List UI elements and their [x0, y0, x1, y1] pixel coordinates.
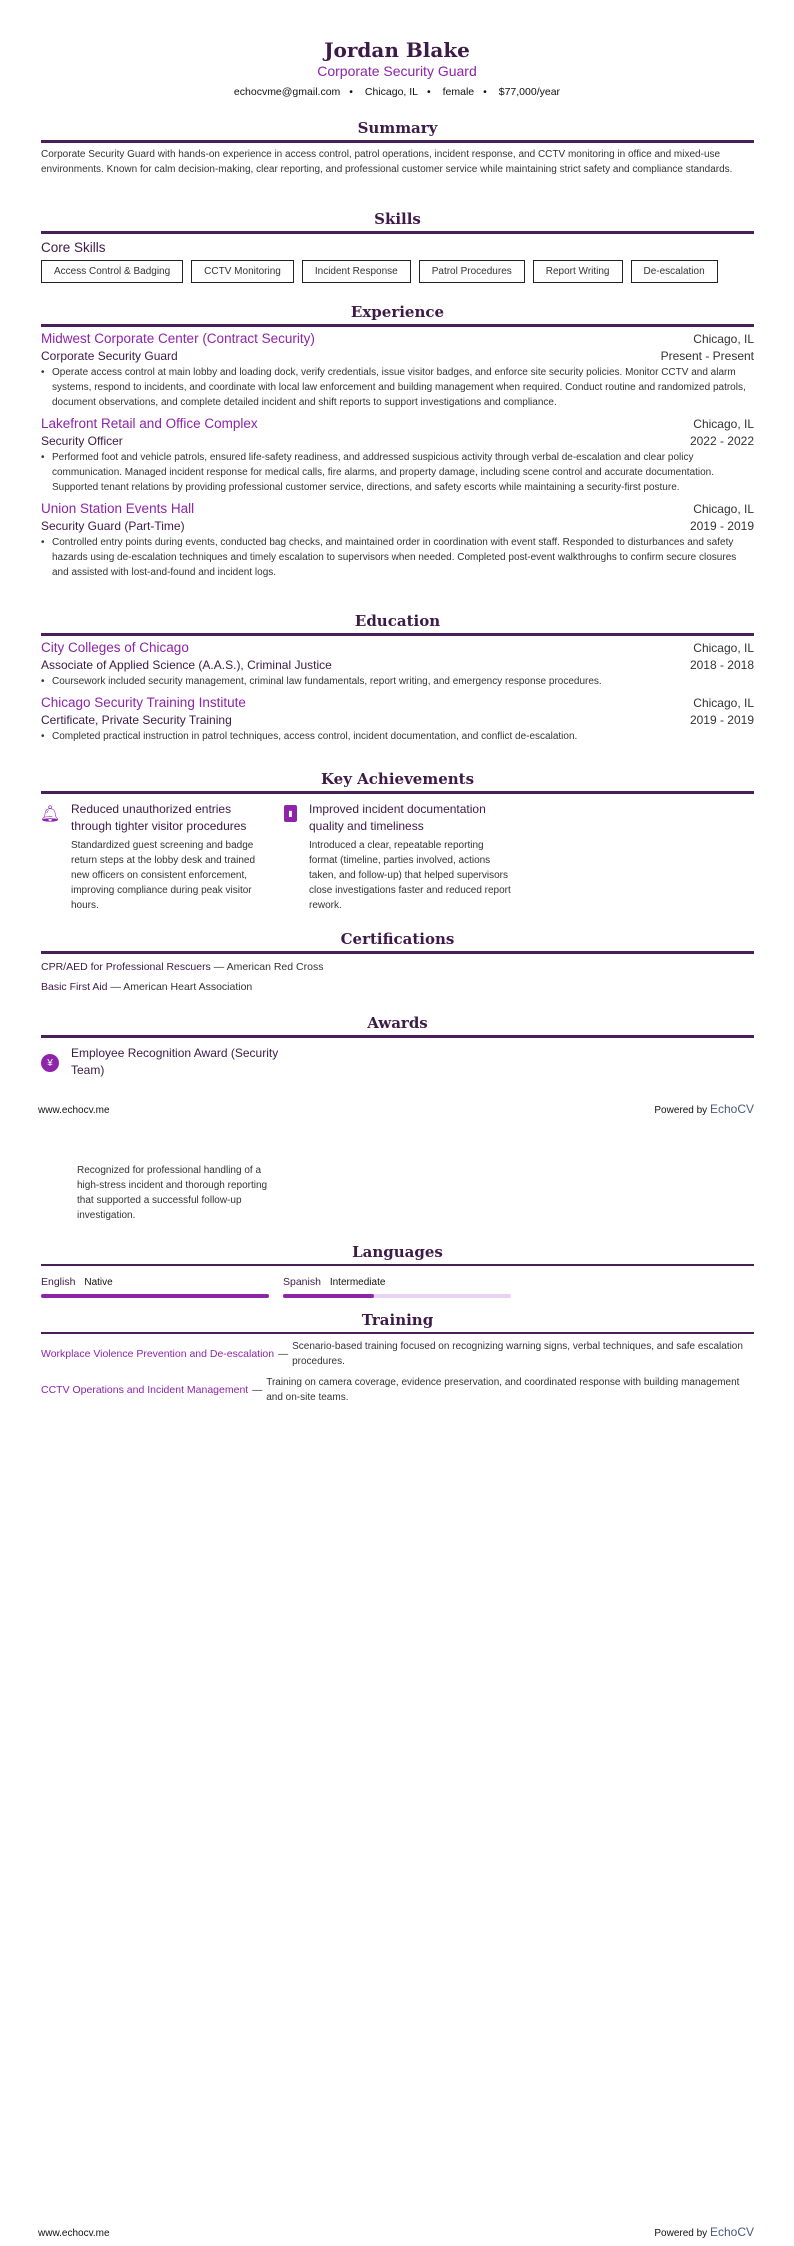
powered-by[interactable] — [654, 2225, 754, 2239]
candidate-title: Corporate Security Guard — [317, 63, 477, 79]
role: Corporate Security Guard — [41, 349, 178, 363]
footer-url[interactable]: www.echocv.me — [38, 2228, 110, 2239]
achievement-item — [41, 801, 271, 913]
skill-chip: Report Writing — [533, 260, 623, 283]
training-text: Training on camera coverage, evidence preservation, and coordinated response with building management and on-site teams. — [266, 1377, 740, 1403]
yen-icon: ¥ — [41, 1054, 59, 1072]
dates: 2022 - 2022 — [689, 434, 754, 448]
section-heading: Experience — [350, 303, 445, 321]
education-item — [41, 640, 754, 689]
skill-chip: De-escalation — [631, 260, 718, 283]
skill-chip: Incident Response — [302, 260, 411, 283]
language-level: Native — [84, 1277, 113, 1288]
school: City Colleges of Chicago — [41, 640, 189, 655]
location: Chicago, IL — [364, 86, 419, 98]
divider — [41, 951, 754, 954]
divider — [41, 791, 754, 794]
cert-name: Basic First Aid — [41, 981, 108, 993]
email[interactable]: echocvme@gmail.com — [233, 86, 341, 98]
training-item: Workplace Violence Prevention and De-escalation — Scenario-based training focused on recognizing warning signs, verbal techniques, and safe escalation procedures. — [41, 1339, 754, 1369]
cert-name: CPR/AED for Professional Rescuers — [41, 961, 211, 973]
divider — [41, 140, 754, 143]
location: Chicago, IL — [693, 502, 754, 516]
bullet: • Completed practical instruction in patrol techniques, access control, incident documentation, and conflict de-escalation. — [41, 729, 754, 744]
section-heading: Skills — [374, 210, 421, 228]
skill-chip: CCTV Monitoring — [191, 260, 294, 283]
certifications-section — [41, 929, 754, 993]
role: Security Officer — [41, 434, 123, 448]
location: Chicago, IL — [693, 696, 754, 710]
certification-item: CPR/AED for Professional Rescuers — American Red Cross — [41, 961, 324, 973]
summary-section — [41, 118, 754, 177]
training-item: CCTV Operations and Incident Management — Training on camera coverage, evidence preservation, and coordinated response with building management and on-site teams. — [41, 1375, 754, 1405]
cert-issuer: American Red Cross — [226, 961, 324, 973]
dates: 2018 - 2018 — [689, 658, 754, 672]
candidate-name: Jordan Blake — [324, 38, 470, 62]
bullet: • Performed foot and vehicle patrols, ensured life-safety readiness, and addressed suspicious activity through verbal de-escalation and clear policy communication. Managed incident response for medical calls, fire alarms, and property damage, including scene control and accurate documentation. Supported tenant relations by providing professional customer service, directions, and safety escorts while maintaining a security-first posture. — [41, 450, 754, 495]
training-section — [41, 1310, 754, 1405]
brand-logo: EchoCV — [709, 1102, 754, 1116]
proficiency-fill — [283, 1294, 374, 1298]
report-file-icon: ▮ — [284, 805, 297, 822]
brand-logo: EchoCV — [709, 2225, 754, 2239]
bullet: • Operate access control at main lobby and loading dock, verify credentials, issue visitor badges, and enforce site security policies. Monitor CCTV and alarm systems, respond to incidents, and coordinate with local law enforcement and building management when required. Conduct routine and randomized patrols, document observations, and complete detailed incident and shift reports to support investigations and compliance. — [41, 365, 754, 410]
company: Midwest Corporate Center (Contract Security) — [41, 331, 315, 346]
experience-item — [41, 416, 754, 495]
powered-label: Powered by — [654, 1105, 708, 1116]
achievement-text: Standardized guest screening and badge return steps at the lobby desk and trained new officers on consistent enforcement, improving compliance during peak visitor hours. — [71, 840, 256, 911]
bullet: • Coursework included security management, criminal law fundamentals, report writing, and emergency response procedures. — [41, 674, 754, 689]
location: Chicago, IL — [693, 332, 754, 346]
experience-item — [41, 501, 754, 580]
divider — [41, 324, 754, 327]
achievement-text: Introduced a clear, repeatable reporting format (timeline, parties involved, actions taken, and follow-up) that helped supervisors close investigations faster and reduced report rework. — [309, 840, 511, 911]
company: Lakefront Retail and Office Complex — [41, 416, 258, 431]
dates: 2019 - 2019 — [689, 713, 754, 727]
awards-section — [41, 1013, 754, 1079]
section-heading: Awards — [367, 1014, 428, 1032]
divider — [41, 231, 754, 234]
dates: Present - Present — [660, 349, 754, 363]
divider — [41, 1035, 754, 1038]
achievements-section — [41, 769, 754, 913]
location: Chicago, IL — [693, 417, 754, 431]
divider — [41, 1264, 754, 1266]
skill-chip: Access Control & Badging — [41, 260, 183, 283]
achievement-title: Reduced unauthorized entries through tighter visitor procedures — [71, 802, 247, 833]
degree: Associate of Applied Science (A.A.S.), Criminal Justice — [41, 658, 332, 672]
dates: 2019 - 2019 — [689, 519, 754, 533]
gender: female — [442, 86, 475, 98]
section-heading: Education — [354, 612, 441, 630]
section-heading: Languages — [352, 1243, 443, 1261]
proficiency-fill — [41, 1294, 269, 1298]
language-name: Spanish — [283, 1276, 321, 1288]
divider — [41, 633, 754, 636]
proficiency-bar — [41, 1294, 269, 1298]
experience-item — [41, 331, 754, 410]
proficiency-bar — [283, 1294, 511, 1298]
school: Chicago Security Training Institute — [41, 695, 246, 710]
language-level: Intermediate — [329, 1277, 386, 1288]
award-text: Recognized for professional handling of a high-stress incident and thorough reporting that supported a successful follow-up investigation. — [77, 1165, 268, 1221]
award-item — [41, 1045, 281, 1079]
role: Security Guard (Part-Time) — [41, 519, 185, 533]
languages-section — [41, 1242, 754, 1298]
training-name: CCTV Operations and Incident Management — [41, 1384, 249, 1396]
skill-group-title: Core Skills — [41, 240, 106, 255]
summary-text: Corporate Security Guard with hands-on experience in access control, patrol operations, incident response, and CCTV monitoring in office and mixed-use environments. Known for calm decision-making, clear reporting, and professional customer service while maintaining strict safety and compliance standards. — [41, 149, 733, 175]
education-section — [41, 611, 754, 744]
achievement-item — [284, 801, 514, 913]
salary: $77,000/year — [498, 86, 561, 98]
education-item — [41, 695, 754, 744]
skills-section — [41, 209, 754, 283]
experience-section — [41, 302, 754, 580]
section-heading: Key Achievements — [320, 770, 475, 788]
contact-line: echocvme@gmail.com • Chicago, IL • female • $77,000/year — [233, 86, 561, 98]
training-text: Scenario-based training focused on recognizing warning signs, verbal techniques, and safe escalation procedures. — [292, 1341, 743, 1367]
skill-chip: Patrol Procedures — [419, 260, 525, 283]
bell-icon: 🔔︎ — [39, 806, 61, 823]
powered-label: Powered by — [654, 2228, 708, 2239]
company: Union Station Events Hall — [41, 501, 195, 516]
cert-issuer: American Heart Association — [123, 981, 253, 993]
language-item — [41, 1272, 269, 1298]
achievement-title: Improved incident documentation quality and timeliness — [309, 802, 486, 833]
footer-url[interactable]: www.echocv.me — [38, 1105, 110, 1116]
degree: Certificate, Private Security Training — [41, 713, 232, 727]
language-item — [283, 1272, 511, 1298]
divider — [41, 1332, 754, 1334]
powered-by[interactable] — [654, 1102, 754, 1116]
location: Chicago, IL — [693, 641, 754, 655]
section-heading: Training — [361, 1311, 434, 1329]
language-name: English — [41, 1276, 76, 1288]
section-heading: Summary — [357, 119, 438, 137]
award-title: Employee Recognition Award (Security Team) — [71, 1046, 279, 1077]
certification-item: Basic First Aid — American Heart Association — [41, 981, 253, 993]
bullet: • Controlled entry points during events, conducted bag checks, and maintained order in coordination with event staff. Responded to disturbances and safety hazards using de-escalation techniques and timely escalation to supervisors when needed. Completed post-event walkthroughs to confirm secure closures and assisted with lost-and-found and incident logs. — [41, 535, 754, 580]
section-heading: Certifications — [340, 930, 455, 948]
training-name: Workplace Violence Prevention and De-escalation — [41, 1348, 275, 1360]
